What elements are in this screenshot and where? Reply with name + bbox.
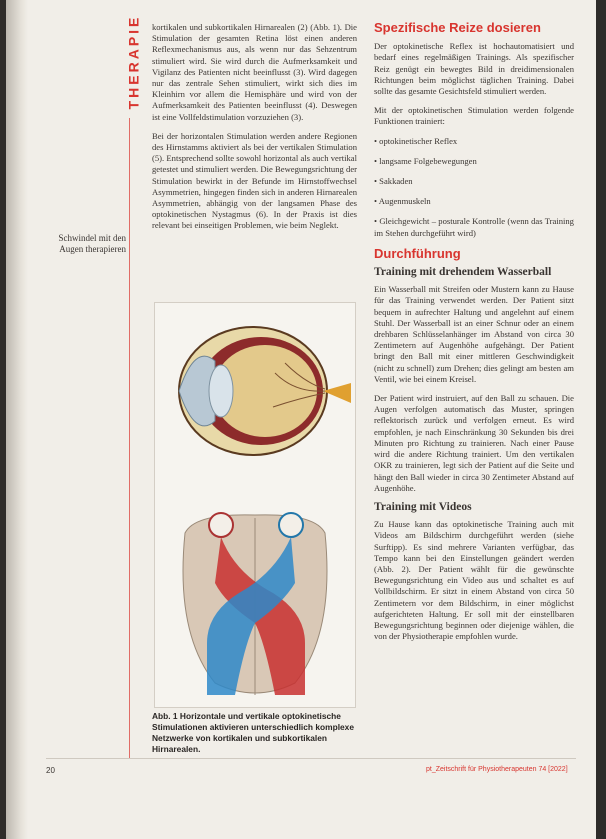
eye-anatomy-figure: [154, 302, 356, 708]
page-gutter-shadow: [6, 0, 28, 839]
paragraph: Ein Wasserball mit Streifen oder Mustern kann zu Hause für das Training verwendet werden. Der Patient sitzt bequem in aufrechter Haltung und angelehnt auf einem Stuhl. Der Wasserball ist an einer Schnur oder an einem drehbaren Schlüsselanhänger im Abstand von circa 30 Zentimetern auf Augenhöhe aufgehängt. Der Patient bringt den Ball mit einer mittleren Geschwindigkeit (nicht zu schnell) zum Drehen; dies gelingt am besten am Ventil, wie bei einem Kreisel.: [374, 284, 574, 384]
list-item: • langsame Folgebewegungen: [374, 156, 574, 167]
list-item: • Augenmuskeln: [374, 196, 574, 207]
journal-name: pt_Zeitschrift für Physiotherapeuten 74 [2022]: [426, 766, 568, 773]
subheading: Training mit drehendem Wasserball: [374, 266, 552, 279]
heading: Spezifische Reize dosieren: [374, 20, 541, 35]
paragraph: Der Patient wird instruiert, auf den Ball zu schauen. Die Augen verfolgen automatisch das Muster, springen reflektorisch zurück und verfolgen erneut. Es wird empfohlen, je nach Einschränkung 30 Sekunden bis drei Minuten pro Richtung zu trainieren. Nach einer Pause wird die andere Richtung trainiert. Um den vertikalen OKR zu trainieren, legt sich der Patient auf die Seite und hängt den Ball wieder in circa 30 Zentimeter Abstand auf Augenhöhe.: [374, 393, 574, 493]
list-item: • Gleichgewicht – posturale Kontrolle (wenn das Training im Stehen durchgeführt wird): [374, 216, 574, 238]
heading: Durchführung: [374, 245, 461, 261]
right-eye-circle: [279, 513, 303, 537]
subheading: Training mit Videos: [374, 500, 472, 513]
lens: [209, 365, 233, 417]
figure-caption: Abb. 1 Horizontale und vertikale optokinetische Stimulationen aktivieren unterschiedlich komplexe Netzwerke von kortikalen und subkortikalen Hirnarealen.: [152, 711, 354, 754]
left-eye-circle: [209, 513, 233, 537]
right-text-column: [374, 22, 574, 650]
figure-illustration: [155, 303, 355, 707]
paragraph: Mit der optokinetischen Stimulation werden folgende Funktionen trainiert:: [374, 105, 574, 127]
paragraph: kortikalen und subkortikalen Hirnarealen (2) (Abb. 1). Die Stimulation der gesamten Retina löst einen anderen Reflexmechanismus aus, als wenn nur das Sehzentrum stimuliert wird. Sie wird durch die Aufmerksamkeit und Vigilanz des Patienten nicht beeinflusst (3). Wird dagegen nur das zentrale Sehen stimuliert, wirkt sich dies im Kleinhirn vor allem die Hemisphäre und wird von der Aufmerksamkeit des Patienten beeinflusst (4). Deswegen ist eine Vollfeldstimulation vorzuziehen (3).: [152, 22, 357, 122]
function-list: [374, 136, 574, 239]
magazine-page: [6, 0, 596, 839]
section-divider: [129, 118, 130, 758]
section-label: THERAPIE: [125, 14, 142, 110]
list-item: • Sakkaden: [374, 176, 574, 187]
side-note: Schwindel mit den Augen therapieren: [58, 233, 126, 254]
left-text-column: [152, 22, 357, 240]
paragraph: Der optokinetische Reflex ist hochautomatisiert und bedarf eines regelmäßigen Trainings. Als spezifischer Reiz genügt ein bewegtes Bild in dreidimensionalen Richtungen beim möglichst täglichen Training. Dabei sollte das gesamte Gesichtsfeld stimuliert werden.: [374, 41, 574, 97]
list-item: • optokinetischer Reflex: [374, 136, 574, 147]
page-number: 20: [46, 766, 55, 775]
paragraph: Zu Hause kann das optokinetische Training auch mit Videos am Bildschirm durchgeführt werden (siehe Surftipp). Es sind mehrere Varianten verfügbar, das Tempo kann bei den Einstellungen geändert werden (Abb. 2). Der Patient wählt für die gewünschte Bewegungsrichtung ein Video aus und schaltet es auf Vollbildschirm. Er sitzt in einem Abstand von circa 50 Zentimetern vor dem Bildschirm, in einer möglichst aufgerichteten Haltung. Er soll mit der einstellbaren Bewegungsrichtung beginnen oder diejenige wählen, die von der Physiotherapie empfohlen wurde.: [374, 519, 574, 642]
footer-divider: [46, 758, 576, 759]
paragraph: Bei der horizontalen Stimulation werden andere Regionen des Hirnstamms aktiviert als bei der vertikalen Stimulation (5). Entsprechend sollte sowohl horizontal als auch vertikal getestet und stimuliert werden. Die Bewegungsrichtung der Stimulation bewirkt in der Befunde im Hirnstoffwechsel Asymmetrien, hingegen finden sich in anderen Hirnarealen Asymmetrien, abhängig von der langsamen Phase des optokinetischen Nystagmus (6). In der Praxis ist dies relevant bei einseitigen Problemen, wie beim Neglekt.: [152, 130, 357, 231]
